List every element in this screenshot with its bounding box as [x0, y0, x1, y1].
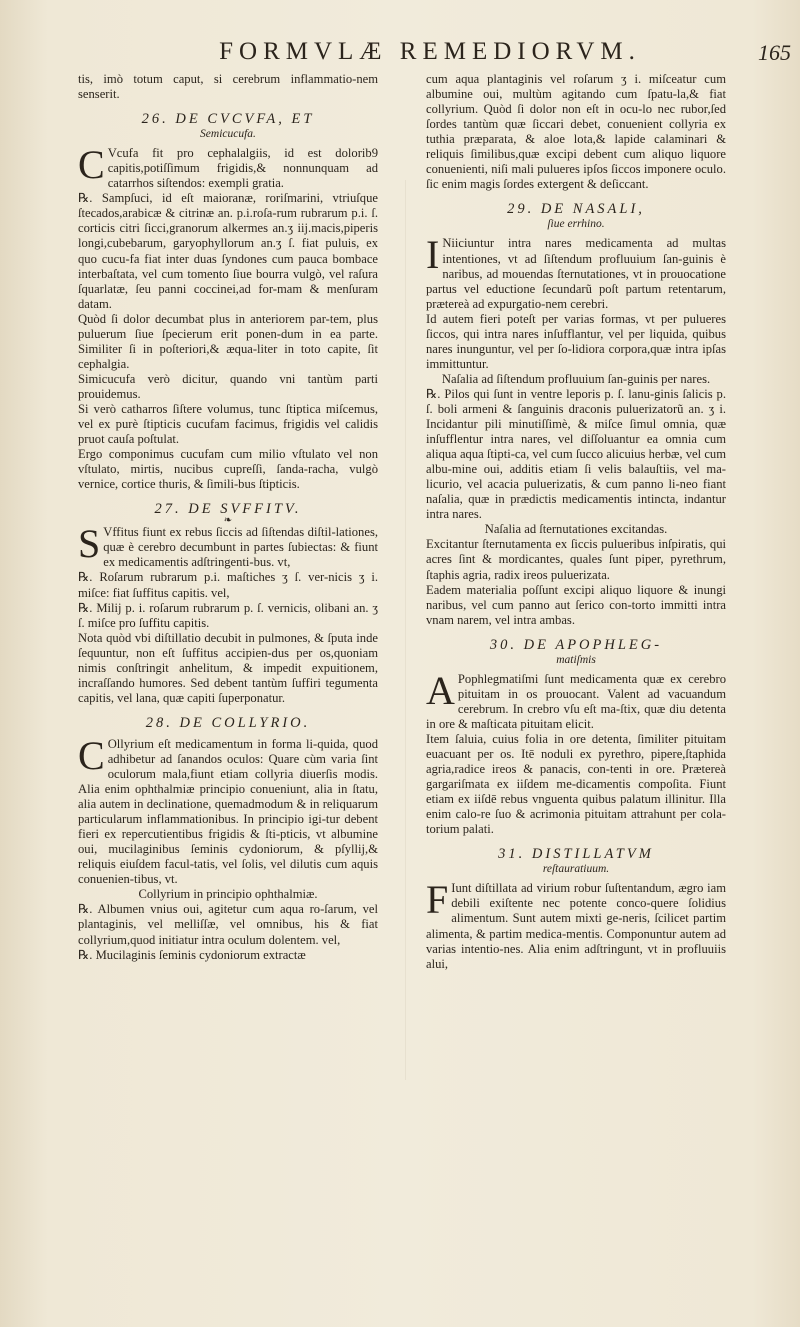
right-column	[426, 72, 726, 972]
section-heading: 30. DE APOPHLEG-	[489, 636, 663, 653]
section-heading: 31. DISTILLATVM	[498, 846, 654, 863]
recipe: ℞. Albumen vnius oui, agitetur cum aqua ro-ſarum, vel plantaginis, vel melliſſæ, vel omnibus, his & fiat collyrium,quod initiatur intra oculum dolentem. vel,	[78, 902, 378, 947]
section-heading: 26. DE CVCVFA, ET	[141, 111, 315, 128]
section-subheading: Semicucufa.	[200, 128, 256, 141]
running-head: FORMVLÆ REMEDIORVM.	[219, 38, 641, 65]
paragraph: Si verò catharros ſiſtere volumus, tunc ſtiptica miſcemus, vel ex purè ſtipticis cucufam facimus, frigidis vel calidis pruot cauſa poſtulat.	[78, 401, 378, 447]
paragraph: Excitantur ſternutamenta ex ſiccis pulueribus inſpiratis, qui acres ſint & mordicantes, quales ſunt piper, pyrethrum, ſtaphis agria, radix ireos puluerizata.	[426, 537, 726, 582]
section-subheading: reſtauratiuum.	[542, 863, 610, 876]
paragraph: FIunt diſtillata ad virium robur ſuſtentandum, ægro iam debili exiſtente nec potente conco-quere ſolidius alimentum. Sunt autem mixti ge-neris, ſcilicet partim alimenta, & partim medica-mentis. Componuntur autem ad varias intentio-nes. Alia enim adſtringunt, vt in profluuiis alui,	[426, 877, 726, 971]
paragraph: Quòd ſi dolor decumbat plus in anteriorem par-tem, plus puluerum ſiue ſpecierum erit ponen-dum in ea parte. Similiter ſi in poſteriori,& æqua-liter in toto capite, ſit cephalgia.	[78, 311, 378, 371]
paragraph: Nota quòd vbi diſtillatio decubit in pulmones, & ſputa inde ſequuntur, non eſt ſuffitus accipien-dus per os,quoniam nimis conſtringit anhelitum, & impedit expuitionem, incraſſando humores. Sed debent tantùm ſuffiri tegumenta capitis, vel lana, quæ capiti ſuperponatur.	[78, 630, 378, 705]
recipe-title: Naſalia ad ſiſtendum profluuium ſan-guinis per nares.	[441, 371, 711, 386]
ornament-mark: ❧	[223, 515, 233, 527]
paragraph: APophlegmatiſmi ſunt medicamenta quæ ex cerebro pituitam in os prouocant. Valent ad vacuandum cerebrum. In crebro vſu eſt ma-ſtix, quæ diu detenta in ore & maſticata pituitam elicit.	[426, 667, 726, 731]
section-heading: 29. DE NASALI,	[507, 201, 645, 218]
paragraph: INiiciuntur intra nares medicamenta ad multas intentiones, vt ad ſiſtendum profluuium ſan-guinis è naribus, ad mouendas ſternutationes, vt in prouocatione partus vel eductione ſecundarũ poſt partum retentarum, prætereà ad expurgatio-nem cerebri.	[426, 232, 726, 311]
paragraph: COllyrium eſt medicamentum in forma li-quida, quod adhibetur ad ſanandos oculos: Quare cùm varia ſint oculorum mala,fiunt etiam collyria diuerſis modis. Alia enim ophthalmiæ principio conueniunt, alia in ſtatu, alia autem in declinatione, quemadmodum & in reliquarum particularum inflammationibus. In principio igi-tur debent fieri ex repercutientibus frigidis & ſti-pticis, vt albumine oui, mucilaginibus ſeminis cydoniorum, & pſyllij,& reliquis eiuſdem facul-tatis, vel ſolis, vel dilutis cum aquis conuenien-tibus, vt.	[78, 732, 378, 887]
left-column	[78, 72, 378, 963]
recipe: ℞. Pilos qui ſunt in ventre leporis p. ſ. lanu-ginis ſalicis p. ſ. boli armeni & ſanguinis draconis puluerizatorũ an. ʒ i. Incidantur pili minutiſſimè, & miſce ſimul omnia, quæ inſufflentur intra nares, vel diſſoluantur ea omnia cum aliqua aqua ſtipti-ca, vel cum ſucco alicuius herbæ, vel cum albu-mine oui, additis etiam ſi velis balauſtiis, vel ma-licurio, vel acacia puluerizatis, & cum panno li-neo fiant naſalia, quæ in prædictis medicamentis intincta, indantur intra nares.	[426, 386, 726, 522]
section-subheading: ſiue errhino.	[547, 218, 605, 231]
recipe-title: Naſalia ad ſternutationes excitandas.	[484, 522, 668, 537]
paragraph: Simicucufa verò dicitur, quando vni tantùm parti prouidemus.	[78, 371, 378, 401]
paragraph: CVcufa fit pro cephalalgiis, id est dolorib9 capitis,potiſſimum frigidis,& nonnunquam ad catarrhos siſtendos: exempli gratia.	[78, 142, 378, 191]
recipe: ℞. Sampſuci, id eſt maioranæ, roriſmarini, vtriuſque ſtecados,arabicæ & citrinæ an. p.i.roſa-rum rubrarum p.i. ſ. corticis citri ſicci,granorum alkermes an.ʒ iij.macis,piperis longi,cubebarum, garyophyllorum an.ʒ ſ. fiat puluis, ex quo cucu-fa fiat inter duas ſyndones cum pauca bombace interbaſtata, vel cum tomento ſiue bourra vulgò, vel raſura ſquarlatæ, ſeu panni coccinei,ad for-mam & menſuram datam.	[78, 191, 378, 311]
paragraph: Id autem fieri poteſt per varias formas, vt per pulueres ſiccos, qui intra nares inſufflantur, vel per liquida, quibus nares inunguntur, vel per ſo-lidiora corpora,quæ intra ipſas immittuntur.	[426, 311, 726, 371]
paragraph: tis, imò totum caput, si cerebrum inflammatio-nem senserit.	[78, 72, 378, 102]
paragraph: SVffitus fiunt ex rebus ſiccis ad ſiſtendas diſtil-lationes, quæ è cerebro decumbunt in partes ſubiectas: & fiunt ex medicamentis adſtringenti-bus. vt,	[78, 521, 378, 570]
recipe: ℞. Milij p. i. roſarum rubrarum p. ſ. vernicis, olibani an. ʒ ſ. miſce pro ſuffitu capitis.	[78, 600, 378, 630]
section-subheading: matiſmis	[556, 653, 596, 666]
paragraph: Eadem materialia poſſunt excipi aliquo liquore & inungi naribus, vel cum panno aut ſerico con-torto immitti intra vnam narem, vel intra ambas.	[426, 582, 726, 627]
column-gutter	[405, 180, 406, 1080]
section-heading: 28. DE COLLYRIO.	[145, 714, 311, 731]
paragraph: Item ſaluia, cuius folia in ore detenta, ſimiliter pituitam euacuant per os. Itē noduli ex pyrethro, pipere,ſtaphida agria,radice ireos & panacis, con-tenti in ore. Prætereà gargariſmata ex iiſdem me-dicamentis compoſita. Fiunt etiam ex iiſdē rebus vnguenta quibus palatum illinitur. Illa enim calo-re ſuo & acrimonia pituitam attrahunt per cola-torium palati.	[426, 731, 726, 837]
recipe-title: Collyrium in principio ophthalmiæ.	[138, 887, 318, 902]
page-number: 165	[758, 40, 791, 65]
recipe: ℞. Roſarum rubrarum p.i. maſtiches ʒ ſ. ver-nicis ʒ i. miſce: fiat ſuffitus capitis. vel,	[78, 570, 378, 600]
recipe: ℞. Mucilaginis ſeminis cydoniorum extractæ	[78, 947, 306, 962]
section-heading: 27. DE SVFFITV.	[154, 501, 302, 518]
paragraph: cum aqua plantaginis vel roſarum ʒ i. miſceatur cum albumine oui, multùm agitando cum ſpatu-la,& fiat collyrium. Quòd ſi dolor non eſt in ocu-lo nec rubor,ſed ſordes tantùm quæ ſiccari debet, conuenient collyria ex tuthia præparata, & aloe lota,& lapide calaminari & reliquis ſimilibus,quæ excipi debent cum aliquo liquore conuenienti, niſi mali pulueres ipſos ſiccos imponere oculo. ſic enim magis ſordes extergent & deſiccant.	[426, 72, 726, 192]
paragraph: Ergo componimus cucufam cum milio vſtulato vel non vſtulato, mirtis, nucibus cupreſſi, ſanda-racha, vulgò vernice, cortice thuris, & ſimili-bus ſtipticis.	[78, 447, 378, 492]
